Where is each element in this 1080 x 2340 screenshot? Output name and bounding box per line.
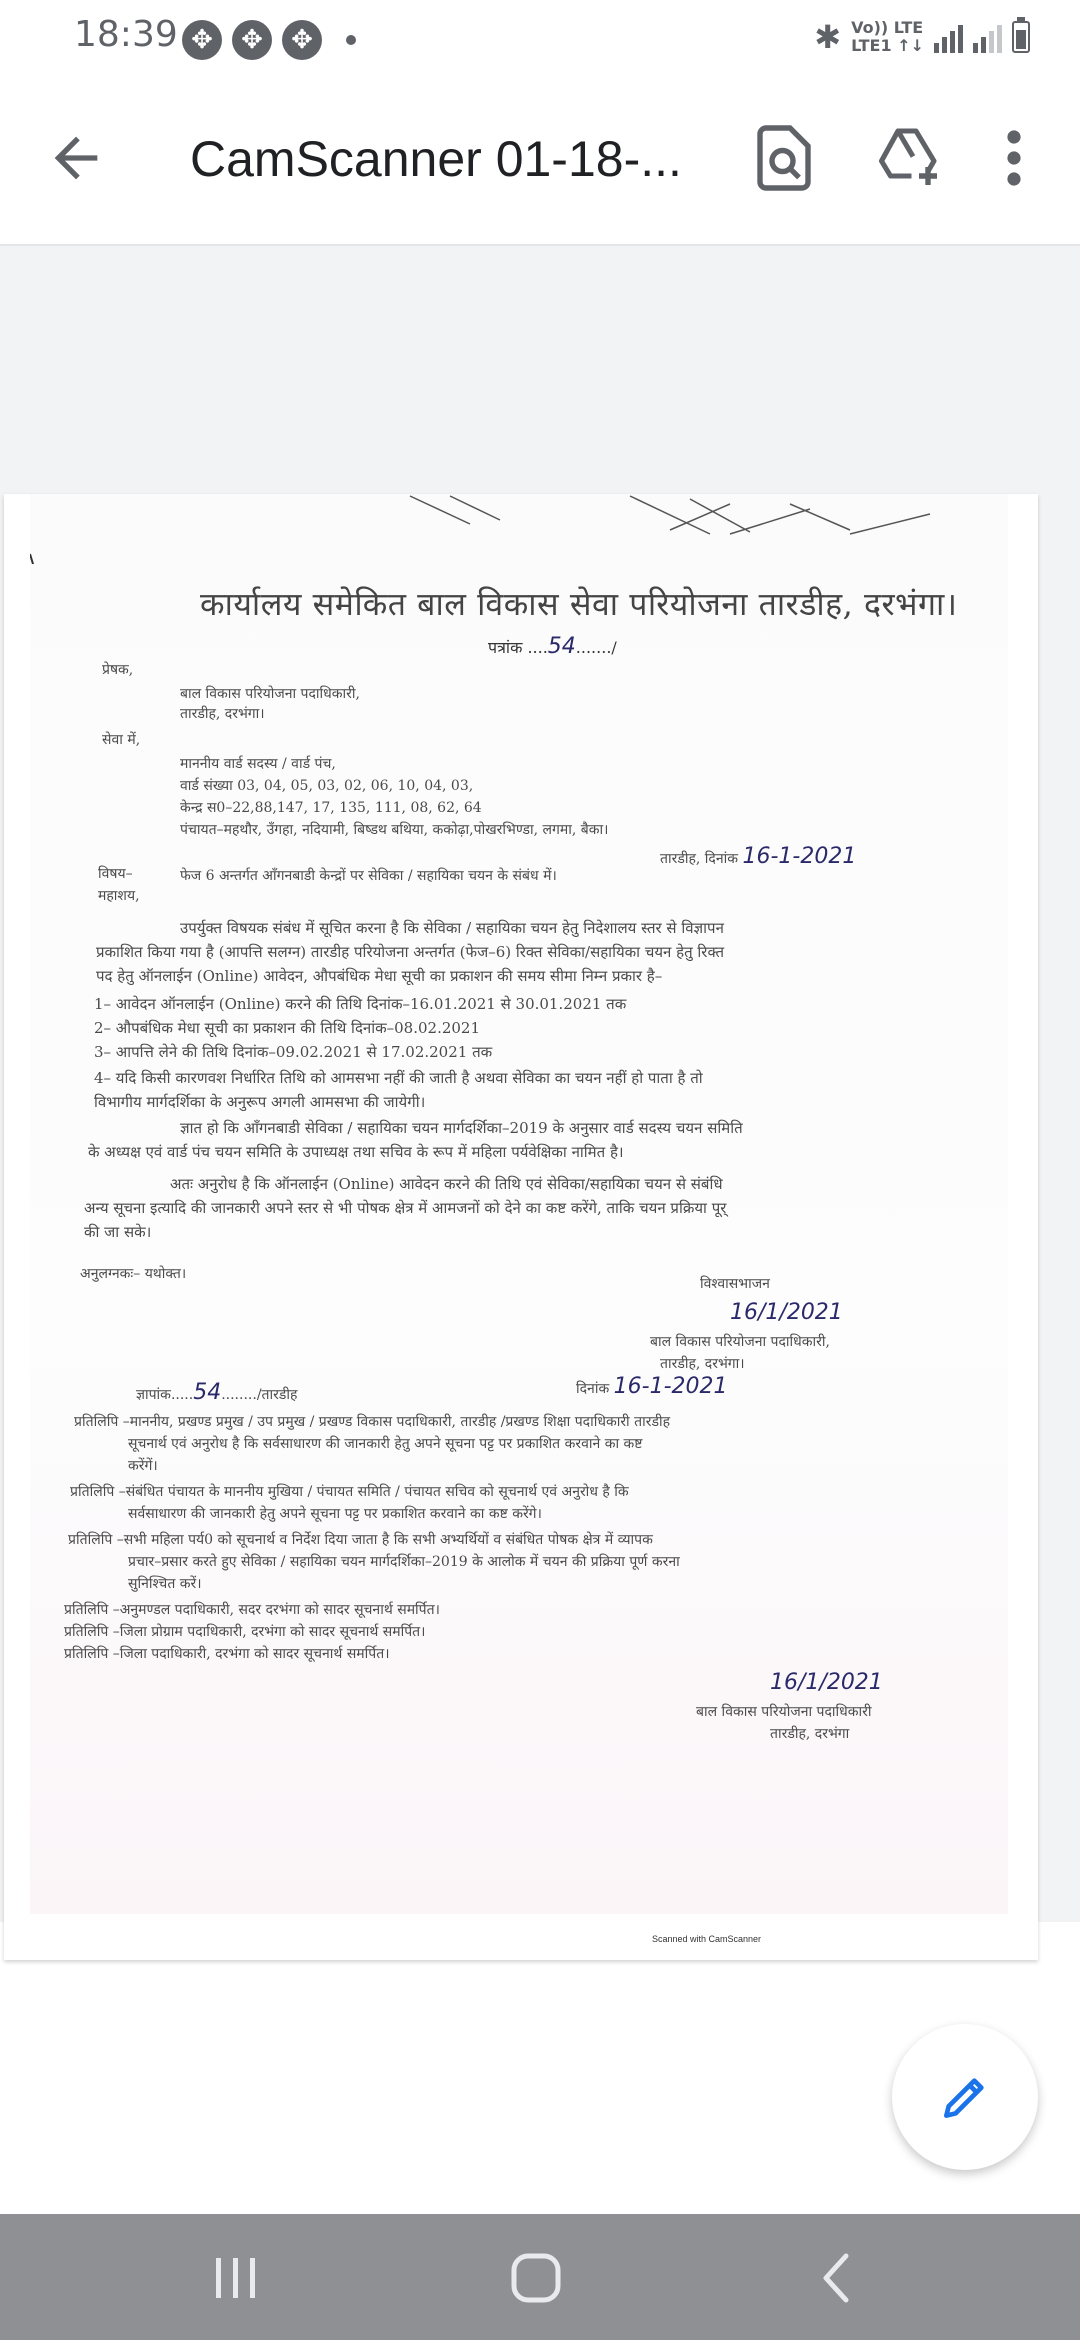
more-notifications-dot [346, 35, 356, 45]
seva-line-3: केन्द्र स0–22,88,147, 17, 135, 111, 08, 62, 64 [180, 800, 482, 816]
copy-line-2: सूचनार्थ एवं अनुरोध है कि सर्वसाधारण की जानकारी हेतु अपने सूचना पट्ट पर प्रकाशित करवाने का कष्ट [128, 1436, 643, 1452]
edit-pencil-icon [937, 2069, 993, 2125]
copy-line-1: प्रतिलिपि –माननीय, प्रखण्ड प्रमुख / उप प्रमुख / प्रखण्ड विकास पदाधिकारी, तारडीह /प्रखण्ड शिक्षा पदाधिकारी तारडीह [74, 1414, 671, 1430]
copy-line-3: करेंगें। [128, 1458, 158, 1474]
para3-line-3: की जा सके। [84, 1223, 152, 1241]
patrank-line: पत्रांक ....54......./ [488, 634, 617, 659]
copy-line-9: प्रतिलिपि –अनुमण्डल पदाधिकारी, सदर दरभंगा को सादर सूचनार्थ समर्पित। [64, 1602, 440, 1618]
network-label-bottom: LTE1 ↑↓ [851, 36, 924, 55]
seva-line-1: माननीय वार्ड सदस्य / वार्ड पंच, [180, 756, 336, 772]
vishwasbhajan: विश्वासभाजन [700, 1276, 770, 1292]
app-icon: ✥ [282, 20, 322, 60]
edit-fab[interactable] [892, 2024, 1038, 2170]
bluetooth-icon: ✱ [814, 18, 842, 56]
para2-line-2: के अध्यक्ष एवं वार्ड पंच चयन समिति के उपाध्यक्ष तथा सचिव के रूप में महिला पर्यवेक्षिका नामित है। [88, 1143, 624, 1161]
para3-line-2: अन्य सूचना इत्यादि की जानकारी अपने स्तर से भी पोषक क्षेत्र में आमजनों को देने का कष्ट करेंगे, ताकि चयन प्रक्रिया पूर् [84, 1199, 727, 1217]
signal-icon-sim2 [973, 21, 1002, 53]
sign2-line-1: बाल विकास परियोजना पदाधिकारी [696, 1704, 872, 1720]
find-in-document-button[interactable] [748, 122, 820, 194]
app-icon: ✥ [232, 20, 272, 60]
sign2-line-2: तारडीह, दरभंगा [770, 1726, 850, 1742]
more-vert-icon [984, 122, 1044, 194]
copy-line-6: प्रतिलिपि –सभी महिला पर्य0 को सूचनार्थ व निर्देश दिया जाता है कि सभी अभ्यर्थियों व संबंधित पोषक क्षेत्र में व्यापक [68, 1532, 653, 1548]
system-back-button[interactable] [808, 2250, 868, 2306]
date-line: तारडीह, दिनांक 16-1-2021 [660, 844, 857, 869]
body-line-2: प्रकाशित किया गया है (आपत्ति सलग्न) तारडीह परियोजना अन्तर्गत (फेज–6) रिक्त सेविका/सहायिका चयन हेतु रिक्त [96, 943, 725, 961]
add-to-drive-button[interactable] [874, 122, 946, 194]
mahashay: महाशय, [98, 888, 140, 904]
japank-number: 54 [193, 1380, 222, 1405]
navigation-bar [0, 2214, 1080, 2340]
point-2: 2– औपबंधिक मेधा सूची का प्रकाशन की तिथि दिनांक–08.02.2021 [94, 1019, 481, 1037]
copy-line-5: सर्वसाधारण की जानकारी हेतु अपने सूचना पट्ट पर प्रकाशित करवाने का कष्ट करेंगे। [128, 1506, 542, 1522]
copy-line-11: प्रतिलिपि –जिला पदाधिकारी, दरभंगा को सादर सूचनार्थ समर्पित। [64, 1646, 390, 1662]
para2-line-1: ज्ञात हो कि आँगनबाडी सेविका / सहायिका चयन मार्गदर्शिका–2019 के अनुसार वार्ड सदस्य चयन समिति [180, 1119, 743, 1137]
arrow-back-icon [44, 126, 108, 190]
anulagnak: अनुलग्नकः– यथोक्त। [80, 1266, 187, 1282]
home-icon [506, 2250, 566, 2306]
seva-line-2: वार्ड संख्या 03, 04, 05, 03, 02, 06, 10, 04, 03, [180, 778, 474, 794]
preshak-line-2: तारडीह, दरभंगा। [180, 706, 265, 722]
sign-line-2: तारडीह, दरभंगा। [660, 1356, 745, 1372]
seva-line-4: पंचायत–महथौर, उँगहा, नदियामी, बिष्डथ बथिया, ककोढ़ा,पोखरभिण्डा, लगमा, बैका। [180, 822, 609, 838]
patrank-number: 54 [547, 634, 576, 659]
scanned-image [30, 494, 1008, 1914]
signal-icon [934, 21, 963, 53]
point-3: 3– आपत्ति लेने की तिथि दिनांक–09.02.2021 से 17.02.2021 तक [94, 1043, 493, 1061]
vishay-text: फेज 6 अन्तर्गत आँगनबाडी केन्द्रों पर सेविका / सहायिका चयन के संबंध में। [180, 868, 557, 884]
signature-2: 16/1/2021 [770, 1670, 883, 1695]
scan-scratch-marks [30, 494, 1008, 564]
back-icon [808, 2250, 868, 2306]
point-1: 1– आवेदन ऑनलाईन (Online) करने की तिथि दिनांक–16.01.2021 से 30.01.2021 तक [94, 995, 627, 1013]
copy-line-8: सुनिश्चित करें। [128, 1576, 202, 1592]
signature-1: 16/1/2021 [730, 1300, 843, 1325]
japank-line: ज्ञापांक.....54......../तारडीह [136, 1380, 298, 1405]
status-bar [0, 0, 1080, 80]
seva-label: सेवा में, [102, 732, 141, 748]
home-button[interactable] [506, 2250, 566, 2306]
battery-icon [1012, 21, 1030, 53]
notification-icons [182, 20, 356, 60]
document-page[interactable] [4, 494, 1038, 1960]
point-4: 4– यदि किसी कारणवश निर्धारित तिथि को आमसभा नहीं की जाती है अथवा सेविका का चयन नहीं हो पाता है तो [94, 1069, 703, 1087]
copy-line-10: प्रतिलिपि –जिला प्रोग्राम पदाधिकारी, दरभंगा को सादर सूचनार्थ समर्पित। [64, 1624, 426, 1640]
point-4-cont: विभागीय मार्गदर्शिका के अनुरूप अगली आमसभा की जायेगी। [94, 1093, 426, 1111]
dinank-handwritten: 16-1-2021 [613, 1374, 728, 1399]
dinank-line: दिनांक 16-1-2021 [576, 1374, 728, 1399]
network-label-top: Vo)) LTE [851, 18, 924, 37]
recents-button[interactable] [206, 2250, 266, 2306]
find-in-page-icon [748, 122, 820, 194]
document-heading: कार्यालय समेकित बाल विकास सेवा परियोजना तारडीह, दरभंगा। [200, 585, 958, 623]
date-handwritten: 16-1-2021 [742, 844, 857, 869]
camscanner-footer: Scanned with CamScanner [652, 1934, 762, 1944]
add-to-drive-icon [874, 122, 946, 194]
document-viewer[interactable] [0, 246, 1080, 1944]
more-options-button[interactable] [984, 122, 1044, 194]
body-line-1: उपर्युक्त विषयक संबंध में सूचित करना है कि सेविका / सहायिका चयन हेतु निदेशालय स्तर से विज्ञापन [180, 919, 724, 937]
copy-line-7: प्रचार–प्रसार करते हुए सेविका / सहायिका चयन मार्गदर्शिका–2019 के आलोक में चयन की प्रक्रिया पूर्ण करना [128, 1554, 680, 1570]
para3-line-1: अतः अनुरोध है कि ऑनलाईन (Online) आवेदन करने की तिथि एवं सेविका/सहायिका चयन से संबंधि [170, 1175, 723, 1193]
vishay-label: विषय– [98, 866, 133, 882]
status-time: 18:39 [74, 14, 178, 55]
sign-line-1: बाल विकास परियोजना पदाधिकारी, [650, 1334, 830, 1350]
recents-icon [206, 2250, 266, 2306]
document-title: CamScanner 01-18-... [190, 131, 682, 187]
app-icon: ✥ [182, 20, 222, 60]
preshak-label: प्रेषक, [102, 662, 134, 678]
status-indicators [814, 18, 1030, 56]
preshak-line-1: बाल विकास परियोजना पदाधिकारी, [180, 686, 360, 702]
back-button[interactable] [44, 126, 108, 190]
copy-line-4: प्रतिलिपि –संबंधित पंचायत के माननीय मुखिया / पंचायत समिति / पंचायत सचिव को सूचनार्थ एवं अनुरोध है कि [70, 1484, 629, 1500]
app-bar [0, 80, 1080, 246]
body-line-3: पद हेतु ऑनलाईन (Online) आवेदन, औपबंधिक मेधा सूची का प्रकाशन की समय सीमा निम्न प्रकार है– [96, 967, 663, 985]
network-label [851, 19, 924, 55]
